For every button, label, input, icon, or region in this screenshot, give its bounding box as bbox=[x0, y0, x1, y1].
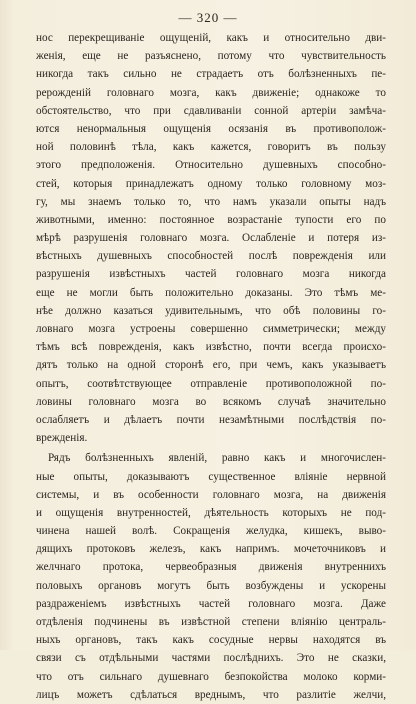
text-line: раздраженіемъ извѣстныхъ частей головнаго мозга. Даже bbox=[36, 597, 386, 610]
text-line: разрушенія извѣстныхъ частей головнаго мозга никогда bbox=[36, 268, 386, 281]
text-line: системы, и въ особенности головнаго мозга, на движенія bbox=[36, 488, 386, 501]
paragraph bbox=[36, 29, 386, 447]
text-line: ются ненормальныя ощущенія осязанія въ противополож- bbox=[36, 122, 386, 135]
body-text bbox=[36, 29, 386, 704]
paragraph bbox=[36, 449, 386, 704]
text-line: никогда такъ сильно не страдаетъ отъ болѣзненныхъ пе- bbox=[36, 68, 386, 81]
text-line: ныхъ органовъ, такъ какъ сосудные нервы находятся въ bbox=[36, 634, 386, 647]
text-line: дящихъ протоковъ железъ, какъ напримъ. мочеточниковъ и bbox=[36, 543, 386, 556]
text-line: еще не могли быть положительно доказаны. Это тѣмъ ме- bbox=[36, 286, 386, 299]
text-line: ослабляетъ и дѣлаетъ почти незамѣтными послѣдствія по- bbox=[36, 413, 386, 426]
text-line: тѣмъ всѣ поврежденія, какъ извѣстно, почти всегда происхо- bbox=[36, 341, 386, 354]
text-line: ловнаго мозга устроены совершенно симметрически; между bbox=[36, 323, 386, 335]
text-line: врежденія. bbox=[36, 432, 88, 445]
text-line: стей, которыя принадлежатъ одному только головному моз- bbox=[36, 177, 386, 190]
text-line: половыхъ органовъ могутъ быть возбуждены и ускорены bbox=[36, 579, 386, 592]
text-line: нѣе должно казаться удивительнымъ, что обѣ половины го- bbox=[36, 304, 386, 317]
text-line: ловины головнаго мозга во всякомъ случаѣ значительно bbox=[36, 395, 386, 408]
text-line: мѣрѣ разрушенія головнаго мозга. Ослабленіе и потеря из- bbox=[36, 232, 386, 245]
text-line: нос перекрещиваніе ощущеній, какъ и относительно дви- bbox=[36, 32, 386, 44]
text-line: связи съ отдѣльными частями послѣднихъ. Это не сказки, bbox=[36, 652, 386, 665]
text-line: гу, мы знаемъ только то, что намъ указали опыты надъ bbox=[36, 195, 386, 208]
text-line: и ощущенія внутренностей, дѣятельность которыхъ не под- bbox=[36, 506, 386, 519]
page-number: — 320 — bbox=[178, 10, 238, 25]
text-line: опытъ, соотвѣтствующее отправленіе противоположной по- bbox=[36, 377, 386, 390]
text-line: Рядъ болѣзненныхъ явленій, равно какъ и многочислен- bbox=[48, 452, 386, 465]
text-line: обстоятельство, что при сдавливаніи сонной артеріи замѣча- bbox=[36, 104, 386, 117]
text-line: что отъ сильнаго душевнаго безпокойства молоко корми- bbox=[36, 670, 386, 683]
text-line: женія, еще не разъяснено, потому что чувствительность bbox=[36, 50, 386, 63]
text-line: животными, именно: постоянное возрастаніе тупости его по bbox=[36, 213, 386, 226]
text-line: ные опыты, доказываютъ существенное вліяніе нервной bbox=[36, 470, 386, 483]
text-line: этого предположенія. Относительно душевныхъ способно- bbox=[36, 159, 386, 172]
text-line: желчнаго протока, червеобразныя движенія внутреннихъ bbox=[36, 561, 386, 574]
text-line: вѣстныхъ душевныхъ способностей послѣ поврежденія или bbox=[36, 250, 386, 263]
text-line: отдѣленія подчинены въ извѣстной степени вліянію централь- bbox=[36, 616, 386, 628]
text-line: ной половинѣ тѣла, какъ кажется, говоритъ въ пользу bbox=[36, 141, 386, 154]
text-line: рерожденій головнаго мозга, какъ движеніе; однакоже то bbox=[36, 86, 386, 99]
text-line: лицъ можетъ сдѣлаться вреднымъ, что разлитіе желчи, bbox=[36, 688, 386, 701]
text-line: дятъ только на одной сторонѣ его, при чемъ, какъ указываетъ bbox=[36, 359, 386, 372]
text-line: чинена нашей волѣ. Сокращенія желудка, кишекъ, выво- bbox=[36, 525, 386, 538]
